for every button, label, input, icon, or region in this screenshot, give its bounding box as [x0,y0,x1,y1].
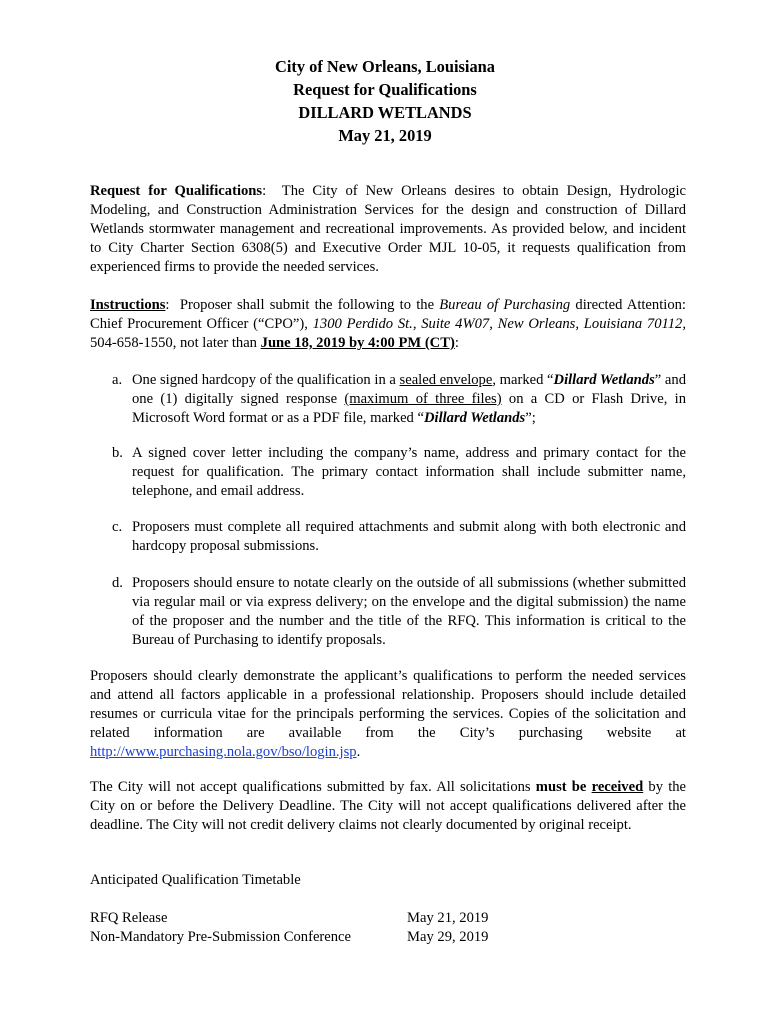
document-header [0,55,770,147]
instructions-paragraph [90,296,686,353]
rfq-label: Request for Qualifications [90,183,263,199]
header-project-name: DILLARD WETLANDS [298,103,472,122]
rfq-label-sep: : [262,183,267,199]
item-a-text-4: on a CD or Flash Drive, in Microsoft Word format or as a PDF file, marked “ [132,391,686,426]
item-a-text-3: ” and one (1) digitally signed response [132,372,686,407]
timetable-event: Non-Mandatory Pre-Submission Conference [90,929,352,945]
rfq-text: The City of New Orleans desires to obtain Design, Hydrologic Modeling, and Construction Administration Services for the design and construction of Dillard Wetlands stormwater management and recreational improvements. As provided below, and incident to City Charter Section 6308(5) and Executive Order MJL 10-05, it requests qualification from experienced firms to provide the needed services. [90,183,686,275]
max-three-files: (maximum of three files) [344,391,502,407]
header-city: City of New Orleans, Louisiana [275,57,495,76]
list-marker-d: d. [112,575,123,591]
list-item-b-text: A signed cover letter including the company’s name, address and primary contact for the request for qualification. The primary contact information shall include submitter name, telephone, and email address. [132,445,686,499]
fax-text-1: The City will not accept qualifications submitted by fax. All solicitations [90,779,531,795]
item-a-text-5: ”; [525,410,536,426]
fax-text-2: by the City on or before the Delivery Deadline. The City will not accept qualifications delivered after the deadline. The City will not credit delivery claims not clearly documented by original receipt. [90,779,687,833]
instructions-text-4: : [454,335,459,351]
proposers-paragraph [90,667,686,762]
received-text: received [591,779,644,795]
dillard-wetlands-mark-2: Dillard Wetlands [423,410,526,426]
timetable-date: May 29, 2019 [407,929,489,945]
instructions-label-sep: : [165,297,170,313]
list-item-d [112,574,686,650]
instructions-text-2: directed Attention: Chief Procurement Officer (“CPO”), [90,297,686,332]
purchasing-address: 1300 Perdido St., Suite 4W07, New Orleans, Louisiana 70112, [312,316,686,332]
proposers-end: . [356,744,361,760]
timetable-event: RFQ Release [90,910,168,926]
header-date: May 21, 2019 [338,126,432,145]
timetable-date: May 21, 2019 [407,910,489,926]
instructions-label: Instructions [90,297,166,313]
item-a-text-2: , marked “ [492,372,554,388]
timetable-title: Anticipated Qualification Timetable [90,872,301,888]
list-item-a [112,371,686,428]
bureau-of-purchasing: Bureau of Purchasing [439,297,571,313]
list-item-c [112,518,686,556]
fax-paragraph [90,778,686,835]
list-item-d-text: Proposers should ensure to notate clearly on the outside of all submissions (whether submitted via regular mail or via express delivery; on the envelope and the digital submission) the name of the proposer and the number and the title of the RFQ. This information is critical to the Bureau of Purchasing to identify proposals. [132,575,686,648]
rfq-paragraph [90,182,686,277]
list-marker-b: b. [112,445,123,461]
list-item-c-text: Proposers must complete all required attachments and submit along with both electronic and hardcopy proposal submissions. [132,519,686,554]
submission-deadline: June 18, 2019 by 4:00 PM (CT) [260,335,455,351]
instructions-text-1: Proposer shall submit the following to the [179,297,435,313]
header-rfq-title: Request for Qualifications [293,80,477,99]
list-marker-c: c. [112,519,123,535]
must-be-text: must be [535,779,587,795]
list-marker-a: a. [112,372,123,388]
list-item-a-text [132,371,686,428]
purchasing-website-link[interactable]: http://www.purchasing.nola.gov/bso/login.jsp [90,744,357,760]
proposers-text: Proposers should clearly demonstrate the applicant’s qualifications to perform the needed services and attend all factors applicable in a professional relationship. Proposers should include detailed resumes or curricula vitae for the principals performing the services. Copies of the solicitation and related information are available from the City’s purchasing website at [90,668,686,741]
item-a-text-1: One signed hardcopy of the qualification in a [132,372,396,388]
instructions-text-3: 504-658-1550, not later than [90,335,257,351]
dillard-wetlands-mark-1: Dillard Wetlands [553,372,655,388]
list-item-b [112,444,686,501]
sealed-envelope: sealed envelope [399,372,493,388]
